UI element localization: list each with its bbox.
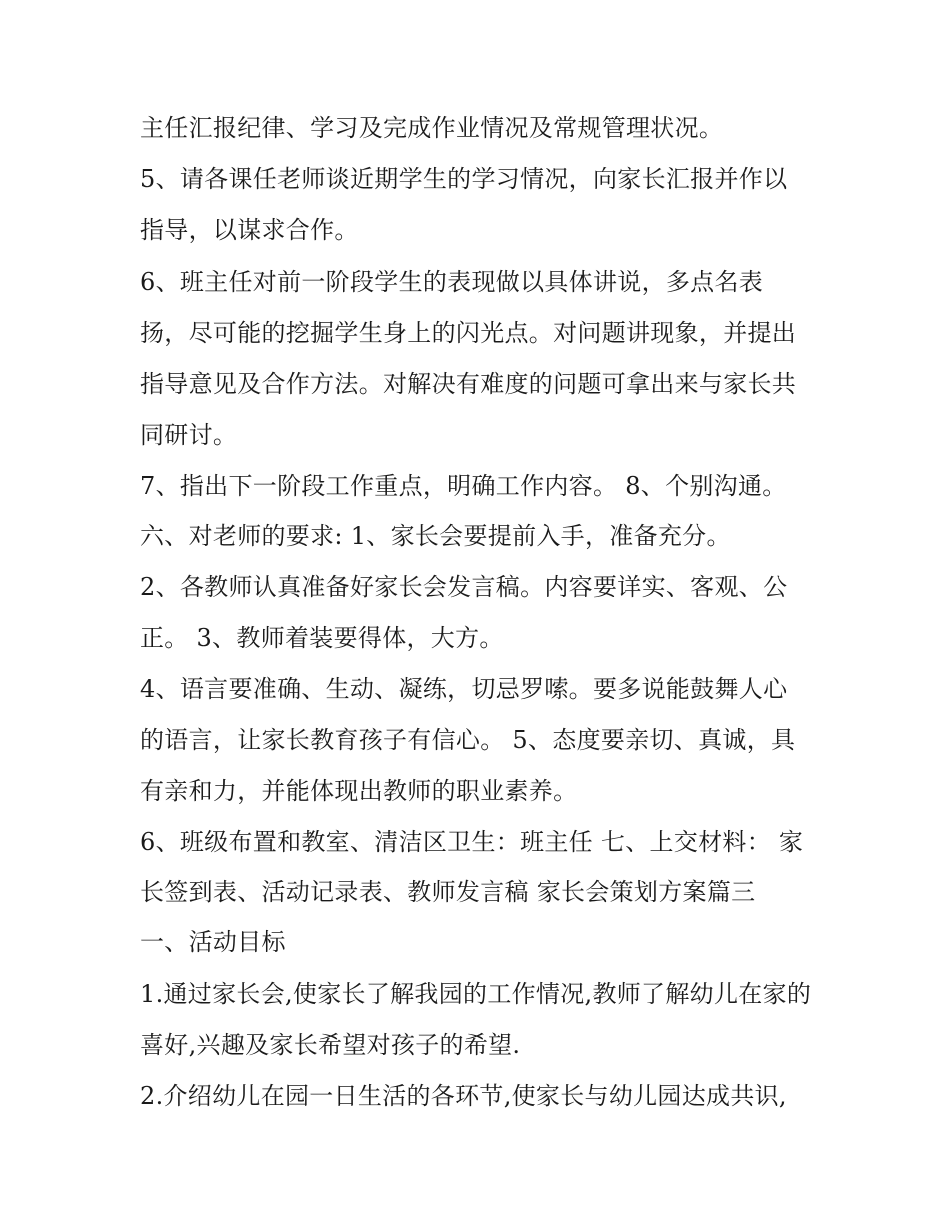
text-line: 的语言，让家长教育孩子有信心。 5、态度要亲切、真诚，具 [140, 726, 796, 754]
text-line: 长签到表、活动记录表、教师发言稿 家长会策划方案篇三 [140, 878, 756, 906]
text-line: 一、活动目标 [140, 928, 286, 956]
text-line: 六、对老师的要求: 1、家长会要提前入手，准备充分。 [140, 522, 731, 550]
text-line: 2、各教师认真准备好家长会发言稿。内容要详实、客观、公 [140, 573, 788, 601]
text-line: 5、请各课任老师谈近期学生的学习情况，向家长汇报并作以 [140, 165, 788, 193]
text-line: 有亲和力，并能体现出教师的职业素养。 [140, 777, 578, 805]
text-line: 1.通过家长会,使家长了解我园的工作情况,教师了解幼儿在家的 [140, 980, 812, 1008]
text-line: 7、指出下一阶段工作重点，明确工作内容。 8、个别沟通。 [140, 472, 787, 500]
text-line: 4、语言要准确、生动、凝练，切忌罗嗦。要多说能鼓舞人心 [140, 675, 788, 703]
text-line: 指导意见及合作方法。对解决有难度的问题可拿出来与家长共 [140, 370, 797, 398]
text-line: 2.介绍幼儿在园一日生活的各环节,使家长与幼儿园达成共识, [140, 1082, 787, 1110]
text-line: 6、班级布置和教室、清洁区卫生：班主任 七、上交材料： 家 [140, 828, 804, 856]
text-line: 同研讨。 [140, 421, 238, 449]
text-line: 主任汇报纪律、学习及完成作业情况及常规管理状况。 [140, 114, 724, 142]
text-line: 扬，尽可能的挖掘学生身上的闪光点。对问题讲现象，并提出 [140, 319, 797, 347]
text-line: 正。 3、教师着装要得体，大方。 [140, 624, 504, 652]
text-line: 指导，以谋求合作。 [140, 216, 359, 244]
text-line: 6、班主任对前一阶段学生的表现做以具体讲说，多点名表 [140, 268, 764, 296]
text-line: 喜好,兴趣及家长希望对孩子的希望. [140, 1031, 521, 1059]
